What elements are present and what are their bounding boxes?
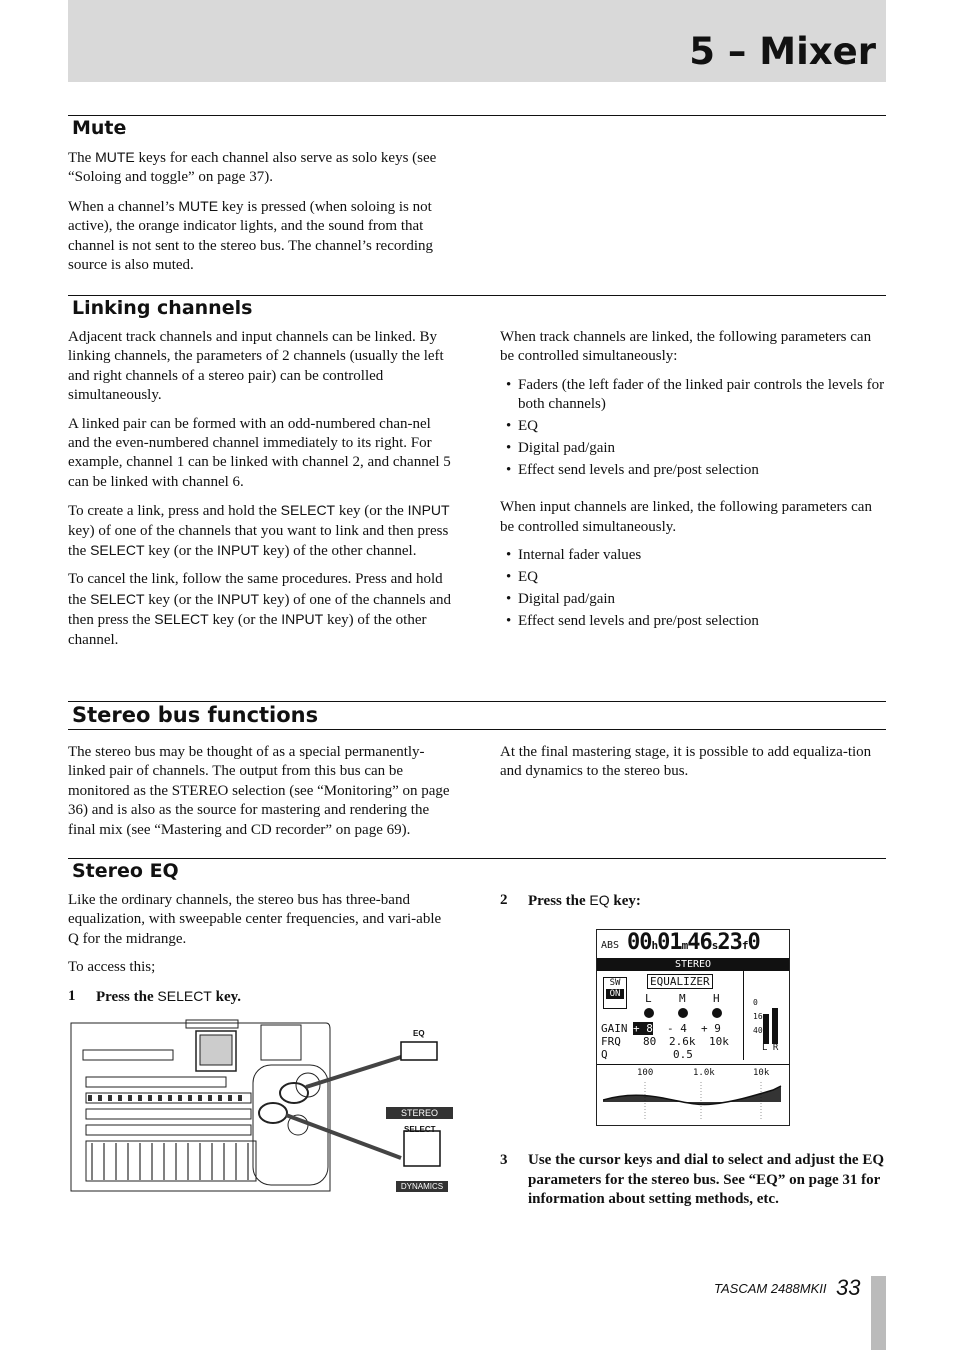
heading-mute: Mute [72, 117, 127, 139]
mute-column [68, 148, 454, 284]
lcd-divider [743, 968, 744, 1060]
stereo-eq-left [68, 891, 454, 987]
lcd-screen: ABS 00h01m46s23f0 STEREO SW ON EQUALIZER L M H GAIN + 8 - 4 + 9 FRQ 80 2.6k 10k Q 0.5 0 16 40 L R 100 1.0k 10k [596, 929, 790, 1126]
lcd-meter-l [763, 1014, 769, 1044]
footer-bar [871, 1276, 886, 1350]
heading-stereo-bus: Stereo bus functions [72, 703, 319, 727]
input-list [500, 546, 886, 631]
section-rule [68, 729, 886, 730]
dynamics-key-label: DYNAMICS [396, 1181, 448, 1192]
linking-left-column [68, 328, 456, 659]
lcd-eq-title: EQUALIZER [647, 974, 713, 989]
section-rule [68, 115, 886, 116]
lcd-params [601, 1022, 741, 1061]
linking-p2: A linked pair can be formed with an odd-numbered chan-nel and the even-numbered channel immediately to its right. For example, channel 1 can be linked with channel 2, and channel 5 can be linked with channel 6. [68, 415, 451, 490]
lcd-lr: L R [762, 1043, 779, 1053]
stereo-bus-right [500, 743, 886, 791]
stereo-eq-p2: To access this; [68, 959, 156, 976]
lcd-sw: SW [609, 978, 621, 988]
lcd-sw-box [603, 977, 627, 1009]
linking-p1: Adjacent track channels and input channels can be linked. By linking channels, the parameters of 2 channels (usually the left and right channels of a stereo pair) can be controlled simultaneously. [68, 329, 444, 404]
list-item: • Effect send levels and pre/post selection [500, 612, 886, 631]
lcd-on: ON [606, 989, 624, 999]
section-rule [68, 295, 886, 296]
section-rule [68, 858, 886, 859]
linking-p4: To cancel the link, follow the same procedures. Press and hold the SELECT key (or the INPUT key) of one of the channels and then press the SELECT key (or the INPUT key) of the other channel. [68, 571, 452, 648]
eq-key-label: EQ [413, 1029, 425, 1038]
list-item: • Internal fader values [500, 546, 886, 565]
lcd-q-row: Q 0.5 [601, 1048, 693, 1061]
track-intro: When track channels are linked, the following parameters can be controlled simultaneously: [500, 329, 872, 365]
linking-right-column [500, 328, 886, 645]
list-item: • EQ [500, 568, 886, 587]
lcd-timecode: 00h01m46s23f0 [627, 930, 760, 955]
page-number: 33 [836, 1275, 861, 1300]
linking-p3: To create a link, press and hold the SELECT key (or the INPUT key) of one of the channels that you want to link and then press the SELECT key (or the INPUT key) of the other channel. [68, 502, 450, 560]
lcd-rule [597, 1064, 789, 1065]
lcd-banner: STEREO [597, 958, 789, 971]
list-item: • EQ [500, 417, 886, 436]
heading-linking: Linking channels [72, 297, 253, 319]
lcd-eq-curve [603, 1082, 783, 1120]
input-intro: When input channels are linked, the following parameters can be controlled simultaneously. [500, 499, 872, 535]
mixer-illustration [68, 1015, 452, 1195]
mute-p1: The MUTE keys for each channel also serve as solo keys (see “Soloing and toggle” on page 37). [68, 149, 437, 186]
list-item: • Digital pad/gain [500, 590, 886, 609]
lcd-meter-scale: 0 16 40 [753, 998, 763, 1035]
stereo-bus-p1: The stereo bus may be thought of as a special permanently-linked pair of channels. The output from this bus can be monitored as the STEREO selection (see “Monitoring” on page 36) and is also as the source for mastering and rendering the final mix (see “Mastering and CD recorder” on page 69). [68, 744, 450, 838]
lcd-abs: ABS [601, 940, 620, 951]
footer-brand: TASCAM 2488MKII [714, 1281, 827, 1296]
stereo-bus-p2: At the final mastering stage, it is possible to add equaliza-tion and dynamics to the stereo bus. [500, 744, 872, 780]
list-item: • Digital pad/gain [500, 439, 886, 458]
list-item: • Faders (the left fader of the linked pair controls the levels for both channels) [500, 376, 886, 415]
lcd-knobs [641, 1006, 727, 1020]
stereo-bus-left [68, 743, 456, 849]
lcd-gain-row: GAIN + 8 - 4 + 9 [601, 1022, 721, 1035]
stereo-key-label: STEREO [386, 1107, 453, 1119]
select-key-label: SELECT [404, 1125, 436, 1134]
section-rule [68, 701, 886, 702]
mute-p2: When a channel’s MUTE key is pressed (when soloing is not active), the orange indicator lights, and the sound from that channel is not sent to the stereo bus. The channel’s recording source is also muted. [68, 197, 434, 274]
stereo-eq-p1: Like the ordinary channels, the stereo bus has three-band equalization, with sweepable center frequencies, and vari-able Q for the midrange. [68, 892, 442, 947]
track-list [500, 376, 886, 481]
heading-stereo-eq: Stereo EQ [72, 860, 179, 882]
chapter-title: 5 – Mixer [689, 30, 876, 73]
list-item: • Effect send levels and pre/post selection [500, 461, 886, 480]
lcd-meter-r [772, 1008, 778, 1044]
lcd-frq-row: FRQ 80 2.6k 10k [601, 1035, 729, 1048]
